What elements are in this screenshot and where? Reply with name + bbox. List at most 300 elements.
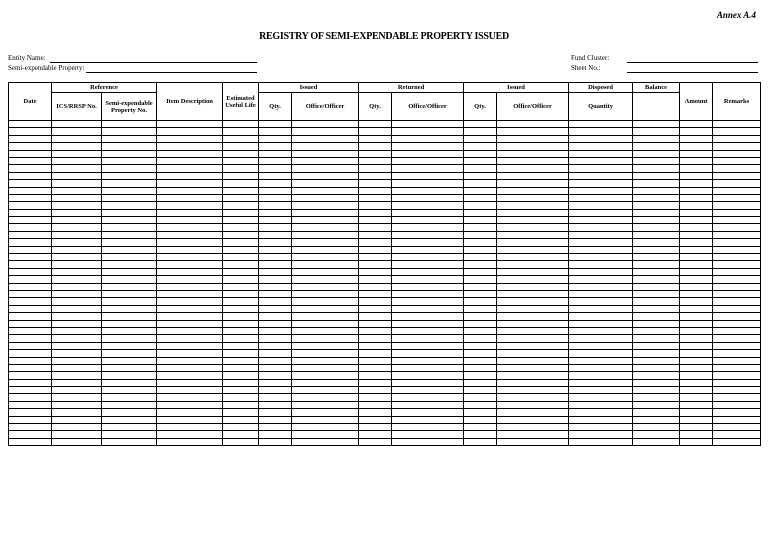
- table-cell[interactable]: [392, 372, 464, 379]
- table-cell[interactable]: [633, 217, 680, 224]
- table-cell[interactable]: [680, 150, 713, 157]
- table-cell[interactable]: [633, 305, 680, 312]
- table-cell[interactable]: [680, 143, 713, 150]
- table-cell[interactable]: [497, 268, 569, 275]
- table-cell[interactable]: [223, 172, 259, 179]
- table-cell[interactable]: [497, 239, 569, 246]
- table-cell[interactable]: [102, 268, 157, 275]
- table-cell[interactable]: [392, 431, 464, 438]
- table-cell[interactable]: [713, 172, 761, 179]
- table-cell[interactable]: [633, 239, 680, 246]
- table-cell[interactable]: [9, 313, 52, 320]
- table-cell[interactable]: [157, 342, 223, 349]
- table-cell[interactable]: [9, 379, 52, 386]
- table-cell[interactable]: [9, 239, 52, 246]
- table-cell[interactable]: [713, 231, 761, 238]
- table-cell[interactable]: [569, 276, 633, 283]
- table-cell[interactable]: [359, 401, 392, 408]
- table-cell[interactable]: [359, 394, 392, 401]
- table-cell[interactable]: [9, 217, 52, 224]
- table-cell[interactable]: [223, 290, 259, 297]
- table-cell[interactable]: [292, 143, 359, 150]
- table-cell[interactable]: [497, 357, 569, 364]
- table-cell[interactable]: [569, 327, 633, 334]
- table-cell[interactable]: [292, 172, 359, 179]
- table-cell[interactable]: [292, 180, 359, 187]
- table-cell[interactable]: [497, 387, 569, 394]
- table-cell[interactable]: [9, 224, 52, 231]
- table-cell[interactable]: [569, 409, 633, 416]
- table-cell[interactable]: [359, 150, 392, 157]
- table-cell[interactable]: [569, 261, 633, 268]
- table-cell[interactable]: [259, 327, 292, 334]
- table-cell[interactable]: [52, 224, 102, 231]
- table-cell[interactable]: [497, 438, 569, 445]
- table-cell[interactable]: [713, 276, 761, 283]
- table-cell[interactable]: [259, 320, 292, 327]
- table-cell[interactable]: [497, 150, 569, 157]
- table-cell[interactable]: [713, 364, 761, 371]
- table-cell[interactable]: [292, 335, 359, 342]
- table-cell[interactable]: [633, 194, 680, 201]
- table-cell[interactable]: [102, 194, 157, 201]
- table-cell[interactable]: [633, 350, 680, 357]
- table-cell[interactable]: [9, 165, 52, 172]
- table-cell[interactable]: [464, 194, 497, 201]
- table-cell[interactable]: [52, 438, 102, 445]
- table-cell[interactable]: [223, 202, 259, 209]
- table-cell[interactable]: [497, 409, 569, 416]
- table-cell[interactable]: [223, 143, 259, 150]
- table-cell[interactable]: [9, 261, 52, 268]
- table-cell[interactable]: [392, 357, 464, 364]
- table-cell[interactable]: [102, 254, 157, 261]
- table-cell[interactable]: [9, 350, 52, 357]
- table-cell[interactable]: [359, 387, 392, 394]
- table-cell[interactable]: [102, 150, 157, 157]
- table-cell[interactable]: [713, 424, 761, 431]
- table-cell[interactable]: [497, 254, 569, 261]
- table-cell[interactable]: [359, 364, 392, 371]
- table-cell[interactable]: [633, 387, 680, 394]
- table-cell[interactable]: [52, 187, 102, 194]
- table-cell[interactable]: [102, 224, 157, 231]
- table-cell[interactable]: [359, 283, 392, 290]
- table-cell[interactable]: [52, 409, 102, 416]
- table-cell[interactable]: [9, 180, 52, 187]
- table-cell[interactable]: [392, 268, 464, 275]
- table-cell[interactable]: [157, 409, 223, 416]
- semi-expendable-property-field[interactable]: [86, 72, 257, 73]
- table-cell[interactable]: [497, 327, 569, 334]
- table-cell[interactable]: [52, 254, 102, 261]
- table-cell[interactable]: [52, 239, 102, 246]
- table-cell[interactable]: [497, 202, 569, 209]
- table-cell[interactable]: [102, 290, 157, 297]
- table-cell[interactable]: [102, 143, 157, 150]
- table-cell[interactable]: [52, 313, 102, 320]
- table-cell[interactable]: [52, 431, 102, 438]
- table-cell[interactable]: [392, 231, 464, 238]
- table-cell[interactable]: [259, 424, 292, 431]
- table-cell[interactable]: [680, 387, 713, 394]
- table-cell[interactable]: [102, 364, 157, 371]
- table-cell[interactable]: [569, 313, 633, 320]
- table-cell[interactable]: [157, 202, 223, 209]
- table-cell[interactable]: [464, 401, 497, 408]
- table-cell[interactable]: [713, 431, 761, 438]
- table-cell[interactable]: [569, 298, 633, 305]
- table-cell[interactable]: [292, 350, 359, 357]
- table-cell[interactable]: [259, 379, 292, 386]
- table-cell[interactable]: [713, 409, 761, 416]
- table-cell[interactable]: [102, 283, 157, 290]
- table-cell[interactable]: [497, 305, 569, 312]
- table-cell[interactable]: [569, 283, 633, 290]
- table-cell[interactable]: [680, 254, 713, 261]
- table-cell[interactable]: [633, 379, 680, 386]
- table-cell[interactable]: [713, 313, 761, 320]
- table-cell[interactable]: [52, 246, 102, 253]
- table-cell[interactable]: [464, 416, 497, 423]
- table-cell[interactable]: [569, 194, 633, 201]
- table-cell[interactable]: [292, 268, 359, 275]
- table-cell[interactable]: [392, 217, 464, 224]
- table-cell[interactable]: [497, 209, 569, 216]
- table-cell[interactable]: [223, 187, 259, 194]
- table-cell[interactable]: [497, 350, 569, 357]
- table-cell[interactable]: [464, 276, 497, 283]
- table-cell[interactable]: [497, 372, 569, 379]
- table-cell[interactable]: [157, 387, 223, 394]
- table-cell[interactable]: [633, 394, 680, 401]
- table-cell[interactable]: [392, 335, 464, 342]
- table-cell[interactable]: [680, 283, 713, 290]
- table-cell[interactable]: [102, 217, 157, 224]
- table-cell[interactable]: [102, 180, 157, 187]
- sheet-no-field[interactable]: [627, 72, 758, 73]
- table-cell[interactable]: [392, 172, 464, 179]
- table-cell[interactable]: [157, 143, 223, 150]
- table-cell[interactable]: [259, 335, 292, 342]
- table-cell[interactable]: [633, 276, 680, 283]
- table-cell[interactable]: [292, 342, 359, 349]
- table-cell[interactable]: [713, 387, 761, 394]
- table-cell[interactable]: [633, 327, 680, 334]
- table-cell[interactable]: [464, 254, 497, 261]
- table-cell[interactable]: [102, 335, 157, 342]
- table-cell[interactable]: [157, 327, 223, 334]
- table-cell[interactable]: [52, 387, 102, 394]
- table-cell[interactable]: [292, 431, 359, 438]
- table-cell[interactable]: [157, 283, 223, 290]
- table-cell[interactable]: [464, 372, 497, 379]
- table-cell[interactable]: [569, 121, 633, 128]
- table-cell[interactable]: [569, 268, 633, 275]
- table-cell[interactable]: [102, 187, 157, 194]
- table-cell[interactable]: [9, 327, 52, 334]
- table-cell[interactable]: [9, 305, 52, 312]
- table-cell[interactable]: [497, 217, 569, 224]
- table-cell[interactable]: [392, 327, 464, 334]
- table-cell[interactable]: [680, 416, 713, 423]
- table-cell[interactable]: [633, 128, 680, 135]
- table-cell[interactable]: [713, 180, 761, 187]
- table-cell[interactable]: [569, 135, 633, 142]
- table-cell[interactable]: [633, 335, 680, 342]
- table-cell[interactable]: [223, 379, 259, 386]
- table-cell[interactable]: [9, 438, 52, 445]
- table-cell[interactable]: [680, 209, 713, 216]
- table-cell[interactable]: [223, 209, 259, 216]
- table-cell[interactable]: [633, 231, 680, 238]
- table-cell[interactable]: [292, 121, 359, 128]
- table-cell[interactable]: [464, 424, 497, 431]
- table-cell[interactable]: [102, 438, 157, 445]
- table-cell[interactable]: [157, 305, 223, 312]
- table-cell[interactable]: [292, 327, 359, 334]
- table-cell[interactable]: [223, 224, 259, 231]
- table-cell[interactable]: [633, 254, 680, 261]
- table-cell[interactable]: [259, 431, 292, 438]
- table-cell[interactable]: [464, 305, 497, 312]
- table-cell[interactable]: [633, 209, 680, 216]
- table-cell[interactable]: [569, 217, 633, 224]
- table-cell[interactable]: [157, 350, 223, 357]
- table-cell[interactable]: [569, 187, 633, 194]
- table-cell[interactable]: [464, 320, 497, 327]
- table-cell[interactable]: [292, 424, 359, 431]
- table-cell[interactable]: [259, 313, 292, 320]
- table-cell[interactable]: [223, 424, 259, 431]
- table-cell[interactable]: [359, 128, 392, 135]
- table-cell[interactable]: [633, 431, 680, 438]
- table-cell[interactable]: [259, 276, 292, 283]
- table-cell[interactable]: [292, 379, 359, 386]
- table-cell[interactable]: [292, 357, 359, 364]
- table-cell[interactable]: [359, 202, 392, 209]
- table-cell[interactable]: [157, 217, 223, 224]
- table-cell[interactable]: [259, 261, 292, 268]
- table-cell[interactable]: [292, 364, 359, 371]
- table-cell[interactable]: [223, 342, 259, 349]
- table-cell[interactable]: [359, 438, 392, 445]
- table-cell[interactable]: [9, 290, 52, 297]
- table-cell[interactable]: [259, 342, 292, 349]
- table-cell[interactable]: [713, 379, 761, 386]
- table-cell[interactable]: [680, 424, 713, 431]
- table-cell[interactable]: [713, 357, 761, 364]
- table-cell[interactable]: [497, 424, 569, 431]
- table-cell[interactable]: [157, 209, 223, 216]
- table-cell[interactable]: [157, 246, 223, 253]
- table-cell[interactable]: [102, 357, 157, 364]
- table-cell[interactable]: [633, 224, 680, 231]
- table-cell[interactable]: [102, 298, 157, 305]
- table-cell[interactable]: [569, 394, 633, 401]
- table-cell[interactable]: [464, 438, 497, 445]
- table-cell[interactable]: [9, 187, 52, 194]
- table-cell[interactable]: [497, 165, 569, 172]
- table-cell[interactable]: [569, 357, 633, 364]
- table-cell[interactable]: [359, 416, 392, 423]
- table-cell[interactable]: [157, 121, 223, 128]
- table-cell[interactable]: [292, 276, 359, 283]
- table-cell[interactable]: [52, 350, 102, 357]
- table-cell[interactable]: [713, 350, 761, 357]
- table-cell[interactable]: [569, 143, 633, 150]
- table-cell[interactable]: [464, 239, 497, 246]
- table-cell[interactable]: [157, 276, 223, 283]
- table-cell[interactable]: [102, 209, 157, 216]
- table-cell[interactable]: [633, 298, 680, 305]
- table-cell[interactable]: [713, 372, 761, 379]
- table-cell[interactable]: [464, 394, 497, 401]
- table-cell[interactable]: [359, 335, 392, 342]
- table-cell[interactable]: [464, 342, 497, 349]
- table-cell[interactable]: [713, 135, 761, 142]
- table-cell[interactable]: [157, 298, 223, 305]
- table-cell[interactable]: [52, 150, 102, 157]
- table-cell[interactable]: [497, 320, 569, 327]
- table-cell[interactable]: [359, 121, 392, 128]
- table-cell[interactable]: [713, 165, 761, 172]
- table-cell[interactable]: [223, 350, 259, 357]
- table-cell[interactable]: [102, 202, 157, 209]
- table-cell[interactable]: [392, 239, 464, 246]
- table-cell[interactable]: [52, 298, 102, 305]
- table-cell[interactable]: [223, 254, 259, 261]
- table-cell[interactable]: [359, 313, 392, 320]
- table-cell[interactable]: [680, 372, 713, 379]
- table-cell[interactable]: [359, 357, 392, 364]
- table-cell[interactable]: [680, 261, 713, 268]
- table-cell[interactable]: [633, 290, 680, 297]
- table-cell[interactable]: [259, 128, 292, 135]
- fund-cluster-field[interactable]: [627, 62, 758, 63]
- table-cell[interactable]: [680, 320, 713, 327]
- table-cell[interactable]: [9, 283, 52, 290]
- table-cell[interactable]: [9, 394, 52, 401]
- table-cell[interactable]: [497, 313, 569, 320]
- table-cell[interactable]: [464, 180, 497, 187]
- table-cell[interactable]: [497, 290, 569, 297]
- table-cell[interactable]: [464, 283, 497, 290]
- table-cell[interactable]: [680, 364, 713, 371]
- table-cell[interactable]: [9, 298, 52, 305]
- table-cell[interactable]: [259, 231, 292, 238]
- table-cell[interactable]: [9, 320, 52, 327]
- table-cell[interactable]: [392, 364, 464, 371]
- table-cell[interactable]: [392, 313, 464, 320]
- table-cell[interactable]: [680, 231, 713, 238]
- table-cell[interactable]: [464, 313, 497, 320]
- table-cell[interactable]: [292, 231, 359, 238]
- table-cell[interactable]: [157, 424, 223, 431]
- table-cell[interactable]: [102, 246, 157, 253]
- table-cell[interactable]: [157, 180, 223, 187]
- table-cell[interactable]: [223, 409, 259, 416]
- table-cell[interactable]: [102, 165, 157, 172]
- table-cell[interactable]: [223, 313, 259, 320]
- table-cell[interactable]: [102, 416, 157, 423]
- table-cell[interactable]: [713, 246, 761, 253]
- table-cell[interactable]: [292, 239, 359, 246]
- table-cell[interactable]: [52, 209, 102, 216]
- table-cell[interactable]: [52, 305, 102, 312]
- table-cell[interactable]: [359, 246, 392, 253]
- table-cell[interactable]: [497, 128, 569, 135]
- table-cell[interactable]: [292, 246, 359, 253]
- table-cell[interactable]: [569, 224, 633, 231]
- table-cell[interactable]: [292, 401, 359, 408]
- table-cell[interactable]: [359, 298, 392, 305]
- table-cell[interactable]: [9, 143, 52, 150]
- table-cell[interactable]: [569, 246, 633, 253]
- table-cell[interactable]: [464, 409, 497, 416]
- table-cell[interactable]: [680, 194, 713, 201]
- table-cell[interactable]: [713, 202, 761, 209]
- table-cell[interactable]: [9, 276, 52, 283]
- table-cell[interactable]: [464, 209, 497, 216]
- table-cell[interactable]: [223, 401, 259, 408]
- table-cell[interactable]: [52, 401, 102, 408]
- table-cell[interactable]: [569, 416, 633, 423]
- table-cell[interactable]: [259, 438, 292, 445]
- table-cell[interactable]: [157, 364, 223, 371]
- table-cell[interactable]: [633, 187, 680, 194]
- table-cell[interactable]: [9, 128, 52, 135]
- table-cell[interactable]: [292, 305, 359, 312]
- table-cell[interactable]: [157, 165, 223, 172]
- table-cell[interactable]: [569, 320, 633, 327]
- table-cell[interactable]: [157, 401, 223, 408]
- table-cell[interactable]: [392, 157, 464, 164]
- table-cell[interactable]: [52, 424, 102, 431]
- table-cell[interactable]: [223, 394, 259, 401]
- table-cell[interactable]: [392, 416, 464, 423]
- table-cell[interactable]: [359, 276, 392, 283]
- table-cell[interactable]: [569, 209, 633, 216]
- table-cell[interactable]: [52, 157, 102, 164]
- table-cell[interactable]: [680, 180, 713, 187]
- table-cell[interactable]: [713, 128, 761, 135]
- table-cell[interactable]: [157, 135, 223, 142]
- table-cell[interactable]: [713, 187, 761, 194]
- table-cell[interactable]: [497, 416, 569, 423]
- table-cell[interactable]: [292, 224, 359, 231]
- table-cell[interactable]: [392, 350, 464, 357]
- table-cell[interactable]: [292, 128, 359, 135]
- table-cell[interactable]: [392, 342, 464, 349]
- table-cell[interactable]: [392, 283, 464, 290]
- table-cell[interactable]: [633, 143, 680, 150]
- table-cell[interactable]: [497, 431, 569, 438]
- table-cell[interactable]: [9, 254, 52, 261]
- table-cell[interactable]: [633, 121, 680, 128]
- table-cell[interactable]: [359, 172, 392, 179]
- table-cell[interactable]: [102, 261, 157, 268]
- table-cell[interactable]: [9, 172, 52, 179]
- table-cell[interactable]: [713, 401, 761, 408]
- table-cell[interactable]: [392, 143, 464, 150]
- table-cell[interactable]: [680, 246, 713, 253]
- table-cell[interactable]: [713, 224, 761, 231]
- table-cell[interactable]: [680, 305, 713, 312]
- table-cell[interactable]: [569, 379, 633, 386]
- table-cell[interactable]: [713, 438, 761, 445]
- table-cell[interactable]: [464, 379, 497, 386]
